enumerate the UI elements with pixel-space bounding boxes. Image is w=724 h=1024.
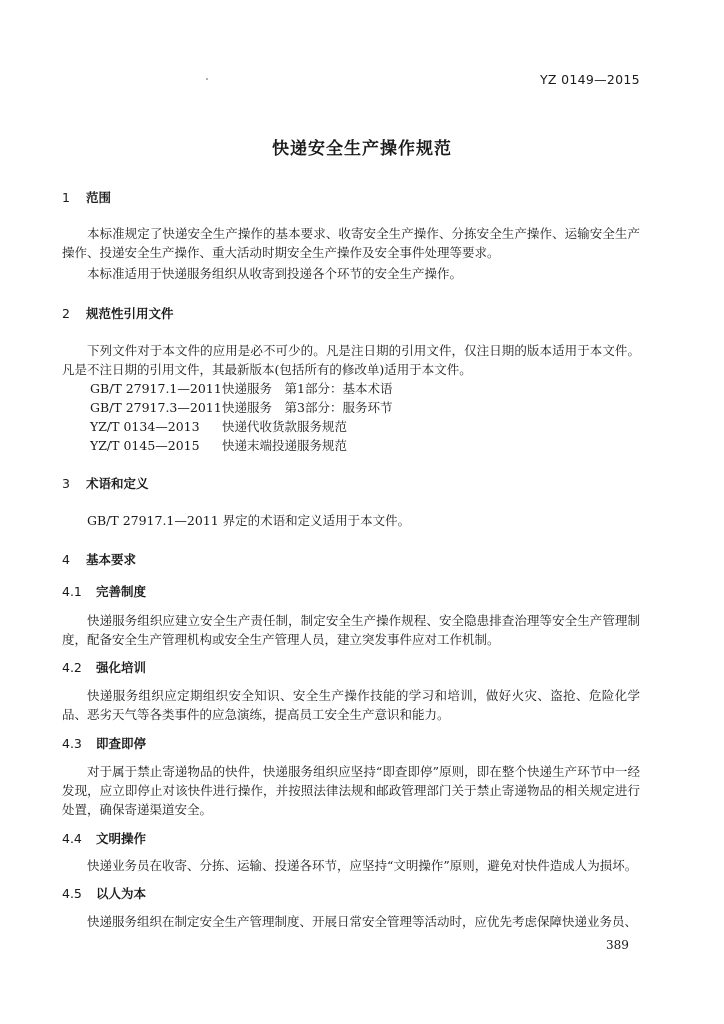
subsection-4-1-para: 快递服务组织应建立安全生产责任制，制定安全生产操作规程、安全隐患排查治理等安全生产管理制度，配备安全生产管理机构或安全生产管理人员，建立突发事件应对工作机制。 bbox=[62, 613, 640, 647]
subsection-4-2-para: 快递服务组织应定期组织安全知识、安全生产操作技能的学习和培训，做好火灾、盗抢、危险化学品、恶劣天气等各类事件的应急演练，提高员工安全生产意识和能力。 bbox=[62, 688, 640, 722]
subsection-title: 即查即停 bbox=[96, 736, 147, 751]
subsection-title: 完善制度 bbox=[96, 584, 147, 599]
document-title: 快递安全生产操作规范 bbox=[272, 139, 452, 159]
reference-code: GB/T 27917.3—2011 bbox=[90, 400, 222, 415]
reference-code: YZ/T 0145—2015 bbox=[90, 438, 200, 453]
section-1-para-1: 本标准规定了快递安全生产操作的基本要求、收寄安全生产操作、分拣安全生产操作、运输安全生产操作、投递安全生产操作、重大活动时期安全生产操作及安全事件处理等要求。 bbox=[62, 226, 640, 260]
section-4-heading bbox=[62, 550, 136, 568]
section-number: 2 bbox=[62, 306, 70, 321]
subsection-4-1-heading bbox=[62, 582, 146, 600]
reference-code: YZ/T 0134—2013 bbox=[90, 419, 200, 434]
scan-speck bbox=[206, 78, 208, 80]
standard-code: YZ 0149—2015 bbox=[540, 72, 640, 87]
section-number: 1 bbox=[62, 190, 70, 205]
subsection-title: 强化培训 bbox=[96, 660, 147, 675]
subsection-number: 4.3 bbox=[62, 736, 82, 751]
reference-item bbox=[90, 436, 347, 455]
section-2-heading bbox=[62, 304, 174, 322]
page-number: 389 bbox=[606, 938, 629, 952]
reference-name: 快递代收货款服务规范 bbox=[222, 419, 348, 434]
section-3-heading bbox=[62, 474, 149, 492]
subsection-4-4-para: 快递业务员在收寄、分拣、运输、投递各环节，应坚持“文明操作”原则，避免对快件造成人为损坏。 bbox=[87, 858, 638, 873]
subsection-4-5-para: 快递服务组织在制定安全生产管理制度、开展日常安全管理等活动时，应优先考虑保障快递业务员、 bbox=[87, 914, 638, 929]
section-title: 基本要求 bbox=[86, 552, 137, 567]
reference-name: 快递服务 第3部分：服务环节 bbox=[222, 400, 393, 415]
subsection-number: 4.1 bbox=[62, 584, 82, 599]
reference-name: 快递末端投递服务规范 bbox=[222, 438, 348, 453]
subsection-4-3-heading bbox=[62, 734, 146, 752]
subsection-number: 4.2 bbox=[62, 660, 82, 675]
reference-item bbox=[90, 379, 392, 398]
reference-item bbox=[90, 398, 392, 417]
section-1-heading bbox=[62, 188, 111, 206]
subsection-4-3-para: 对于属于禁止寄递物品的快件，快递服务组织应坚持“即查即停”原则，即在整个快递生产环节中一经发现，应立即停止对该快件进行操作，并按照法律法规和邮政管理部门关于禁止寄递物品的相关规定进行处置，确保寄递渠道安全。 bbox=[62, 764, 640, 817]
subsection-title: 以人为本 bbox=[96, 886, 147, 901]
section-number: 3 bbox=[62, 476, 70, 491]
reference-code: GB/T 27917.1—2011 bbox=[90, 381, 222, 396]
section-2-intro: 下列文件对于本文件的应用是必不可少的。凡是注日期的引用文件，仅注日期的版本适用于本文件。凡是不注日期的引用文件，其最新版本(包括所有的修改单)适用于本文件。 bbox=[62, 343, 640, 377]
subsection-number: 4.5 bbox=[62, 886, 82, 901]
section-title: 术语和定义 bbox=[86, 476, 149, 491]
subsection-4-5-heading bbox=[62, 884, 146, 902]
section-title: 规范性引用文件 bbox=[86, 306, 174, 321]
section-1-para-2: 本标准适用于快递服务组织从收寄到投递各个环节的安全生产操作。 bbox=[87, 266, 463, 281]
subsection-number: 4.4 bbox=[62, 831, 82, 846]
section-number: 4 bbox=[62, 552, 70, 567]
section-title: 范围 bbox=[86, 190, 112, 205]
subsection-4-2-heading bbox=[62, 658, 146, 676]
subsection-title: 文明操作 bbox=[96, 831, 147, 846]
subsection-4-4-heading bbox=[62, 829, 146, 847]
reference-item bbox=[90, 417, 347, 436]
reference-name: 快递服务 第1部分：基本术语 bbox=[222, 381, 393, 396]
section-3-para: GB/T 27917.1—2011 界定的术语和定义适用于本文件。 bbox=[87, 513, 411, 528]
